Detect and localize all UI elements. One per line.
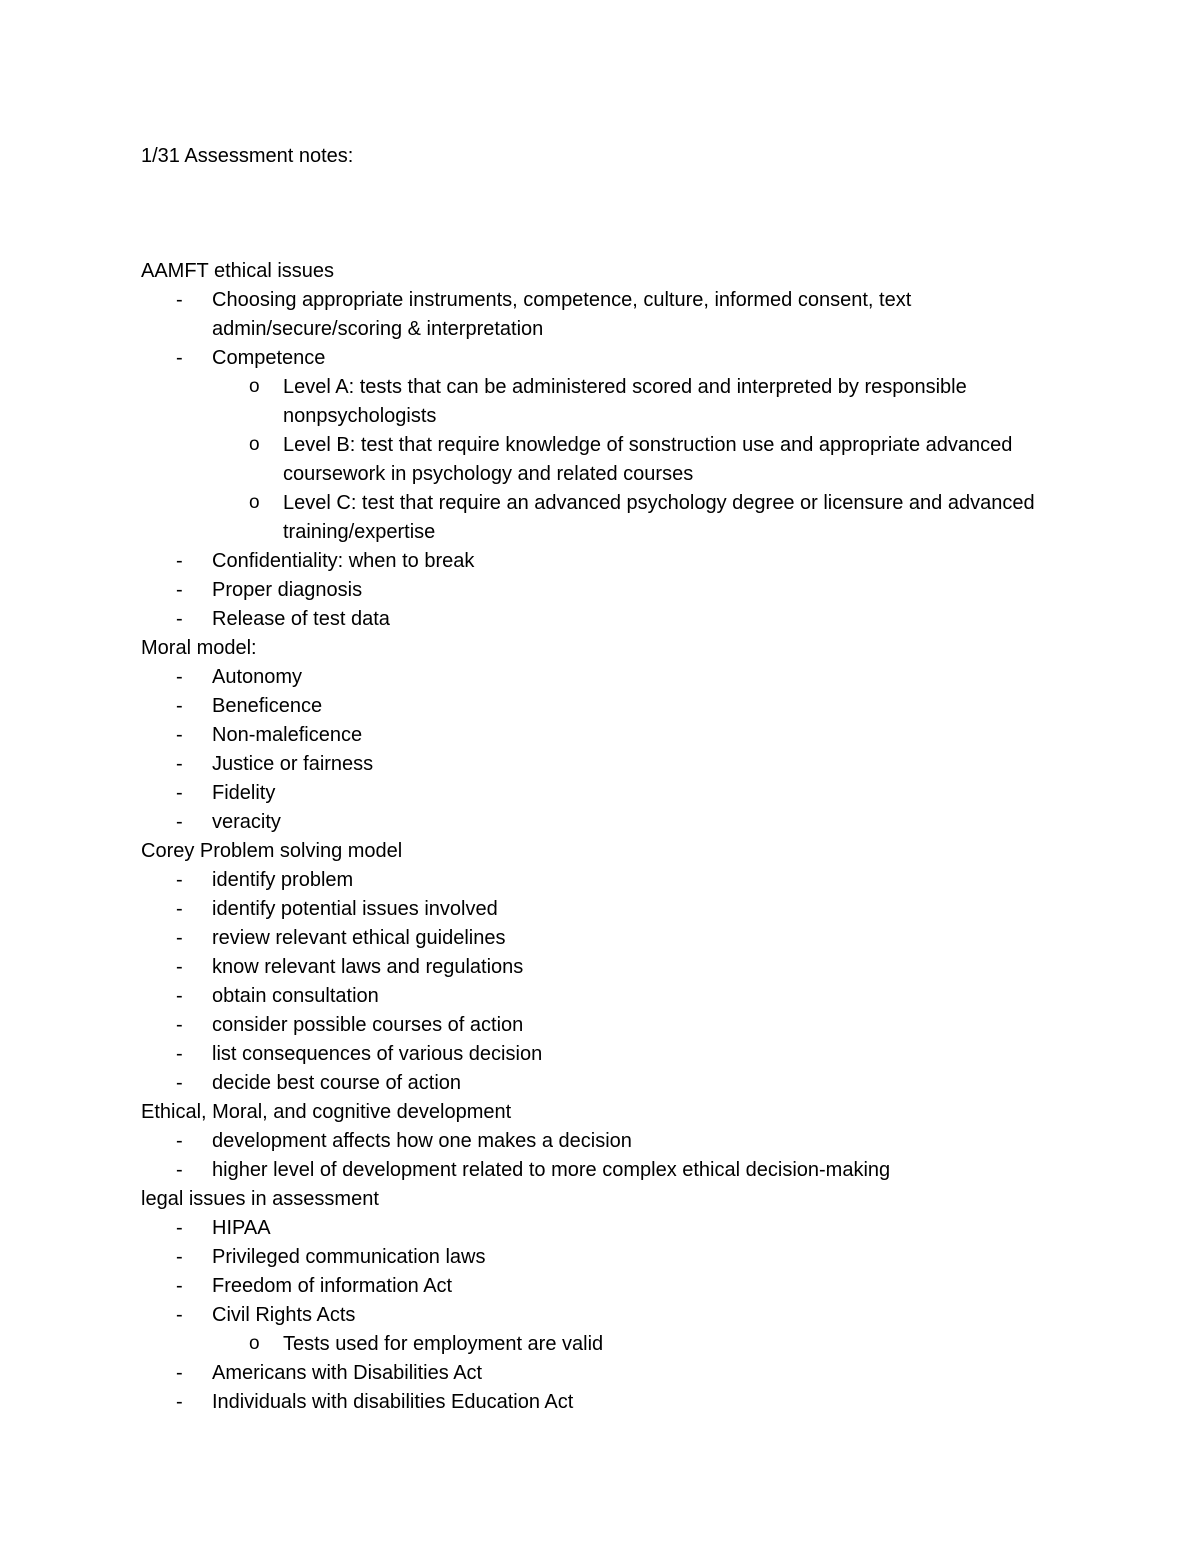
list-item-text: identify problem (212, 869, 354, 891)
list-item-text: Justice or fairness (212, 753, 374, 775)
list-item-text: identify potential issues involved (212, 898, 498, 920)
dash-bullet-icon: - (176, 666, 183, 688)
sub-list-item (141, 373, 1041, 431)
dash-bullet-icon: - (176, 579, 183, 601)
list-item-text: list consequences of various decision (212, 1043, 543, 1065)
dash-bullet-icon: - (176, 956, 183, 978)
list-item-text: know relevant laws and regulations (212, 956, 524, 978)
list-item (141, 1127, 1041, 1156)
dash-bullet-icon: - (176, 1159, 183, 1181)
list-item-text: Proper diagnosis (212, 579, 363, 601)
list-item (141, 1069, 1041, 1098)
list-item (141, 1388, 1041, 1417)
list-item (141, 1243, 1041, 1272)
dash-bullet-icon: - (176, 811, 183, 833)
dash-bullet-icon: - (176, 1072, 183, 1094)
dash-bullet-icon: - (176, 347, 183, 369)
sub-list-item (141, 489, 1041, 547)
dash-bullet-icon: - (176, 869, 183, 891)
section-heading: Moral model: (141, 637, 257, 659)
list-item-text: Beneficence (212, 695, 323, 717)
dash-bullet-icon: - (176, 927, 183, 949)
list-item (141, 692, 1041, 721)
circle-bullet-icon: o (249, 492, 260, 513)
section-heading: Ethical, Moral, and cognitive development (141, 1101, 512, 1123)
dash-bullet-icon: - (176, 985, 183, 1007)
list-item (141, 750, 1041, 779)
dash-bullet-icon: - (176, 695, 183, 717)
dash-bullet-icon: - (176, 1362, 183, 1384)
dash-bullet-icon: - (176, 898, 183, 920)
list-item-text: Release of test data (212, 608, 390, 630)
list-item-text: veracity (212, 811, 281, 833)
dash-bullet-icon: - (176, 1014, 183, 1036)
list-item-text: consider possible courses of action (212, 1014, 524, 1036)
list-item (141, 344, 1041, 373)
list-item-text: Individuals with disabilities Education Act (212, 1391, 574, 1413)
list-item (141, 1011, 1041, 1040)
list-item-text: Autonomy (212, 666, 303, 688)
list-item-text: review relevant ethical guidelines (212, 927, 506, 949)
list-item-text: Non-maleficence (212, 724, 363, 746)
list-item (141, 547, 1041, 576)
dash-bullet-icon: - (176, 608, 183, 630)
list-item (141, 982, 1041, 1011)
sub-list-item (141, 1330, 1041, 1359)
list-item (141, 605, 1041, 634)
list-item-text: Americans with Disabilities Act (212, 1362, 483, 1384)
list-item (141, 1359, 1041, 1388)
dash-bullet-icon: - (176, 724, 183, 746)
dash-bullet-icon: - (176, 753, 183, 775)
dash-bullet-icon: - (176, 1391, 183, 1413)
sub-list-item-text: Level C: test that require an advanced psychology degree or licensure and advanced training/expertise (283, 492, 1035, 543)
section-heading: Corey Problem solving model (141, 840, 403, 862)
list-item (141, 953, 1041, 982)
list-item (141, 1156, 1041, 1185)
list-item-text: obtain consultation (212, 985, 379, 1007)
dash-bullet-icon: - (176, 1043, 183, 1065)
sub-list-item-text: Level A: tests that can be administered scored and interpreted by responsible nonpsychologists (283, 376, 967, 427)
list-item (141, 576, 1041, 605)
list-item (141, 895, 1041, 924)
dash-bullet-icon: - (176, 1275, 183, 1297)
section-heading: legal issues in assessment (141, 1188, 379, 1210)
list-item-text: HIPAA (212, 1217, 271, 1239)
list-item-text: development affects how one makes a decision (212, 1130, 632, 1152)
dash-bullet-icon: - (176, 1217, 183, 1239)
list-item (141, 721, 1041, 750)
sub-list-item-text: Level B: test that require knowledge of sonstruction use and appropriate advanced coursework in psychology and related courses (283, 434, 1013, 485)
list-item-text: decide best course of action (212, 1072, 462, 1094)
list-item-text: Fidelity (212, 782, 276, 804)
document-title: 1/31 Assessment notes: (141, 145, 354, 167)
dash-bullet-icon: - (176, 1304, 183, 1326)
list-item-text: higher level of development related to more complex ethical decision-making (212, 1159, 891, 1181)
circle-bullet-icon: o (249, 376, 260, 397)
sub-list-item (141, 431, 1041, 489)
dash-bullet-icon: - (176, 289, 183, 311)
dash-bullet-icon: - (176, 782, 183, 804)
list-item (141, 1040, 1041, 1069)
list-item-text: Freedom of information Act (212, 1275, 453, 1297)
list-item (141, 1214, 1041, 1243)
list-item (141, 779, 1041, 808)
section-heading: AAMFT ethical issues (141, 260, 335, 282)
list-item-text: Confidentiality: when to break (212, 550, 475, 572)
list-item (141, 1301, 1041, 1330)
list-item (141, 663, 1041, 692)
list-item-text: Choosing appropriate instruments, competence, culture, informed consent, text admin/secure/scoring & interpretation (212, 289, 912, 340)
dash-bullet-icon: - (176, 550, 183, 572)
sub-list-item-text: Tests used for employment are valid (283, 1333, 604, 1355)
list-item-text: Competence (212, 347, 326, 369)
list-item (141, 1272, 1041, 1301)
dash-bullet-icon: - (176, 1130, 183, 1152)
notes-content (141, 257, 1041, 1417)
circle-bullet-icon: o (249, 434, 260, 455)
list-item-text: Civil Rights Acts (212, 1304, 356, 1326)
list-item (141, 286, 1041, 344)
dash-bullet-icon: - (176, 1246, 183, 1268)
list-item (141, 808, 1041, 837)
list-item-text: Privileged communication laws (212, 1246, 486, 1268)
list-item (141, 924, 1041, 953)
circle-bullet-icon: o (249, 1333, 260, 1354)
list-item (141, 866, 1041, 895)
